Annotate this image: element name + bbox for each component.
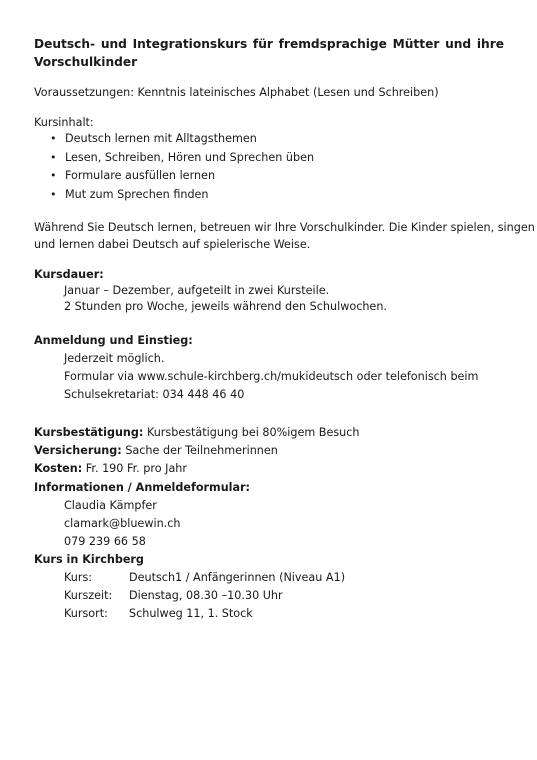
confirmation-label: Kursbestätigung:: [34, 426, 144, 439]
bullet-icon: •: [50, 187, 57, 201]
insurance-value: Sache der Teilnehmerinnen: [125, 444, 278, 457]
title-word: fremdsprachige: [278, 37, 387, 51]
title-word: ihre: [476, 37, 504, 51]
cost-label: Kosten:: [34, 462, 83, 475]
duration-label: Kursdauer:: [34, 268, 104, 281]
contact-email: clamark@bluewin.ch: [64, 517, 181, 530]
title-word: Mütter: [392, 37, 440, 51]
prerequisites-text: Voraussetzungen: Kenntnis lateinisches Alphabet (Lesen und Schreiben): [34, 86, 439, 99]
insurance-label: Versicherung:: [34, 444, 122, 457]
course-time-value: Dienstag, 08.30 –10.30 Uhr: [129, 589, 283, 602]
content-heading: Kursinhalt:: [34, 116, 94, 129]
title-line-1: [34, 37, 504, 52]
registration-label: Anmeldung und Einstieg:: [34, 334, 193, 347]
course-location-key: Kursort:: [64, 607, 108, 620]
cost-value: Fr. 190 Fr. pro Jahr: [85, 462, 187, 475]
content-list: [48, 130, 314, 204]
childcare-line-1: Während Sie Deutsch lernen, betreuen wir Ihre Vorschulkinder. Die Kinder spielen, singen: [34, 221, 535, 234]
duration-line-2: 2 Stunden pro Woche, jeweils während den Schulwochen.: [64, 300, 387, 313]
duration-line-1: Januar – Dezember, aufgeteilt in zwei Kursteile.: [64, 284, 330, 297]
course-time-key: Kurszeit:: [64, 589, 113, 602]
title-line-2: Vorschulkinder: [34, 55, 138, 69]
course-key: Kurs:: [64, 571, 93, 584]
kirchberg-label: Kurs in Kirchberg: [34, 553, 144, 566]
title-word: und: [445, 37, 472, 51]
course-value: Deutsch1 / Anfängerinnen (Niveau A1): [129, 571, 346, 584]
confirmation-row: [34, 426, 360, 439]
confirmation-value: Kursbestätigung bei 80%igem Besuch: [146, 426, 360, 439]
list-item: • Deutsch lernen mit Alltagsthemen: [48, 130, 314, 149]
title-word: und: [100, 37, 127, 51]
title-word: Integrationskurs: [132, 37, 248, 51]
bullet-icon: •: [50, 150, 57, 164]
registration-line-2: Formular via www.schule-kirchberg.ch/mukideutsch oder telefonisch beim: [64, 370, 479, 383]
contact-phone: 079 239 66 58: [64, 535, 146, 548]
course-location-value: Schulweg 11, 1. Stock: [129, 607, 253, 620]
childcare-line-2: und lernen dabei Deutsch auf spielerische Weise.: [34, 238, 311, 251]
bullet-icon: •: [50, 169, 57, 183]
cost-row: [34, 462, 187, 475]
contact-name: Claudia Kämpfer: [64, 499, 157, 512]
title-word: für: [252, 37, 273, 51]
bullet-icon: •: [50, 132, 57, 145]
info-label: Informationen / Anmeldeformular:: [34, 481, 251, 494]
registration-line-3: Schulsekretariat: 034 448 46 40: [64, 388, 245, 401]
list-item: • Lesen, Schreiben, Hören und Sprechen üben: [48, 149, 314, 168]
registration-line-1: Jederzeit möglich.: [64, 352, 165, 365]
list-item: • Formulare ausfüllen lernen: [48, 167, 314, 186]
title-word: Deutsch-: [34, 37, 96, 51]
insurance-row: [34, 444, 278, 457]
list-item: • Mut zum Sprechen finden: [48, 186, 314, 205]
